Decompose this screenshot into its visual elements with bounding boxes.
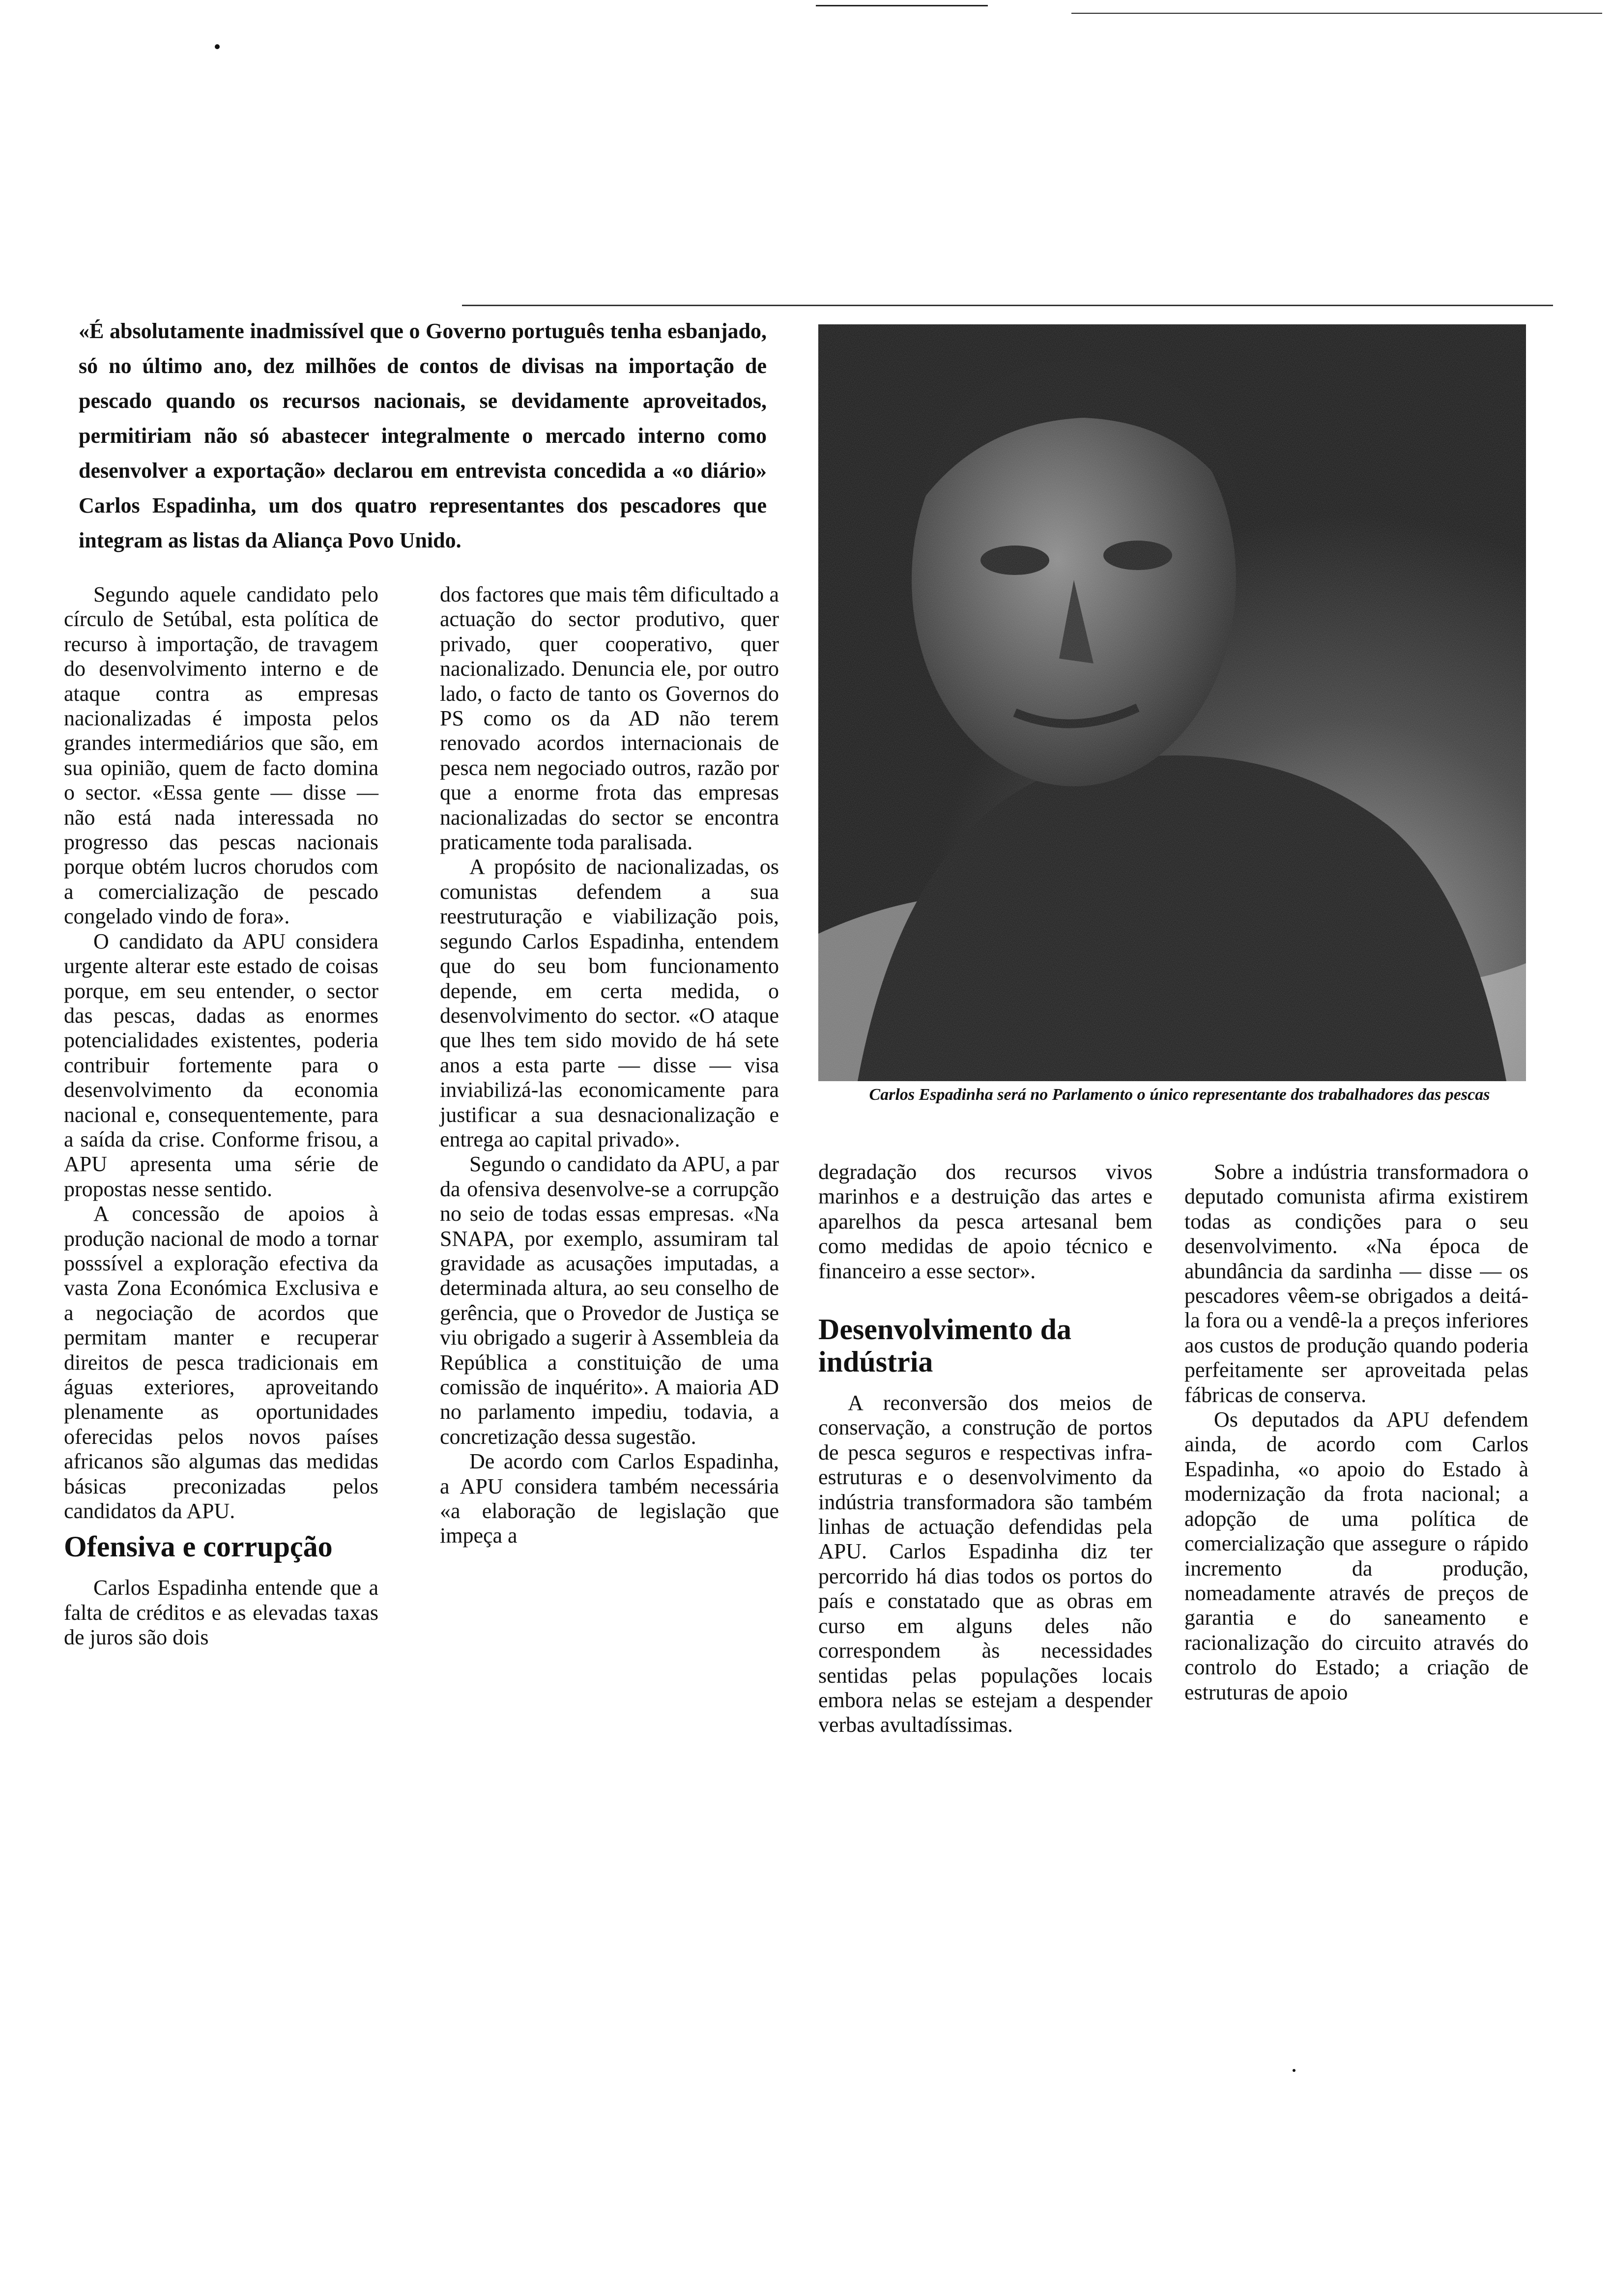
top-scan-rule-right	[1071, 13, 1602, 14]
subheading-desenvolvimento: Desenvolvimento da indústria	[818, 1313, 1071, 1378]
column-1	[64, 582, 378, 1650]
col1-paragraph-3: A concessão de apoios à produção nacional de modo a tornar posssível a exploração efectiva da vasta Zona Económica Exclusiva e a negociação de acordos que permitam manter e recuperar direitos de pesca tradicionais em águas exteriores, aproveitando plenamente as oportunidades oferecidas pelos novos países africanos são algumas das medidas básicas preconizadas pelos candidatos da APU.	[64, 1202, 378, 1523]
col1-paragraph-2: O candidato da APU considera urgente alterar este estado de coisas porque, em seu entender, o sector das pescas, dadas as enormes potencialidades existentes, poderia contribuir fortemente para o desenvolvimento da economia nacional e, consequentemente, para a saída da crise. Conforme frisou, a APU apresenta uma série de propostas nesse sentido.	[64, 929, 378, 1201]
col1-paragraph-1: Segundo aquele candidato pelo círculo de Setúbal, esta política de recurso à importação, de travagem do desenvolvimento interno e de ataque contra as empresas nacionalizadas é imposta pelos grandes intermediários que são, em sua opinião, quem de facto domina o sector. «Essa gente — disse — não está nada interessada no progresso das pescas nacionais porque obtém lucros chorudos com a comercialização de pescado congelado vindo de fora».	[64, 582, 378, 929]
col2-paragraph-2: A propósito de nacionalizadas, os comunistas defendem a sua reestruturação e viabilização pois, segundo Carlos Espadinha, entendem que do seu bom funcionamento depende, em certa medida, o desenvolvimento do sector. «O ataque que lhes tem sido movido de há sete anos a esta parte — disse — visa inviabilizá-las economicamente para justificar a sua desnacionalização e entrega ao capital privado».	[440, 855, 779, 1151]
column-2	[440, 582, 779, 1549]
col2-paragraph-4: De acordo com Carlos Espadinha, a APU considera também necessária «a elaboração de legislação que impeça a	[440, 1449, 779, 1548]
col4-paragraph-1: Sobre a indústria transformadora o deputado comunista afirma existirem todas as condições para o seu desenvolvimento. «Na época de abundância da sardinha — disse — os pescadores vêem-se obrigados a deitá-la fora ou a vendê-la a preços inferiores aos custos de produção quando poderia perfeitamente ser aproveitada pelas fábricas de conserva.	[1184, 1160, 1528, 1407]
photo-caption: Carlos Espadinha será no Parlamento o único representante dos trabalhadores das pescas	[869, 1086, 1490, 1104]
portrait-photo	[818, 324, 1526, 1081]
scan-dot	[215, 44, 220, 49]
portrait-image	[818, 324, 1526, 1081]
col1-paragraph-4: Carlos Espadinha entende que a falta de créditos e as elevadas taxas de juros são dois	[64, 1576, 378, 1650]
col3-paragraph-1: degradação dos recursos vivos marinhos e a destruição das artes e aparelhos da pesca artesanal bem como medidas de apoio técnico e financeiro a esse sector».	[818, 1160, 1152, 1283]
col4-paragraph-2: Os deputados da APU defendem ainda, de acordo com Carlos Espadinha, «o apoio do Estado à modernização da frota nacional; a adopção de uma política de comercialização que assegure o rápido incremento da produção, nomeadamente através de preços de garantia e do saneamento e racionalização do circuito através do controlo do Estado; a criação de estruturas de apoio	[1184, 1407, 1528, 1704]
lead-paragraph: «É absolutamente inadmissível que o Governo português tenha esbanjado, só no último ano, dez milhões de contos de divisas na importação de pescado quando os recursos nacionais, se devidamente aproveitados, permitiriam não só abastecer integralmente o mercado interno como desenvolver a exportação» declarou em entrevista concedida a «o diário» Carlos Espadinha, um dos quatro representantes dos pescadores que integram as listas da Aliança Povo Unido.	[79, 319, 767, 552]
column-3	[818, 1160, 1152, 1738]
top-scan-rule	[816, 5, 988, 6]
article-top-rule	[462, 305, 1553, 306]
scan-dot-bottom	[1293, 2069, 1295, 2072]
subheading-ofensiva: Ofensiva e corrupção	[64, 1530, 333, 1563]
col3-paragraph-2: A reconversão dos meios de conservação, a construção de portos de pesca seguros e respectivas infra-estruturas e o desenvolvimento da indústria transformadora são também linhas de actuação defendidas pela APU. Carlos Espadinha diz ter percorrido há dias todos os portos do país e constatado que as obras em curso em alguns deles não correspondem às necessidades sentidas pelas populações locais embora nelas se estejam a despender verbas avultadíssimas.	[818, 1391, 1152, 1737]
col2-paragraph-1: dos factores que mais têm dificultado a actuação do sector produtivo, quer privado, quer cooperativo, quer nacionalizado. Denuncia ele, por outro lado, o facto de tanto os Governos do PS como os da AD não terem renovado acordos internacionais de pesca nem negociado outros, razão por que a enorme frota das empresas nacionalizadas do sector se encontra praticamente toda paralisada.	[440, 582, 779, 855]
column-4	[1184, 1160, 1528, 1705]
col2-paragraph-3: Segundo o candidato da APU, a par da ofensiva desenvolve-se a corrupção no seio de todas essas empresas. «Na SNAPA, por exemplo, assumiram tal gravidade as acusações imputadas, a determinada altura, ao seu conselho de gerência, que o Provedor de Justiça se viu obrigado a sugerir à Assembleia da República a constituição de uma comissão de inquérito». A maioria AD no parlamento impediu, todavia, a concretização dessa sugestão.	[440, 1152, 779, 1449]
